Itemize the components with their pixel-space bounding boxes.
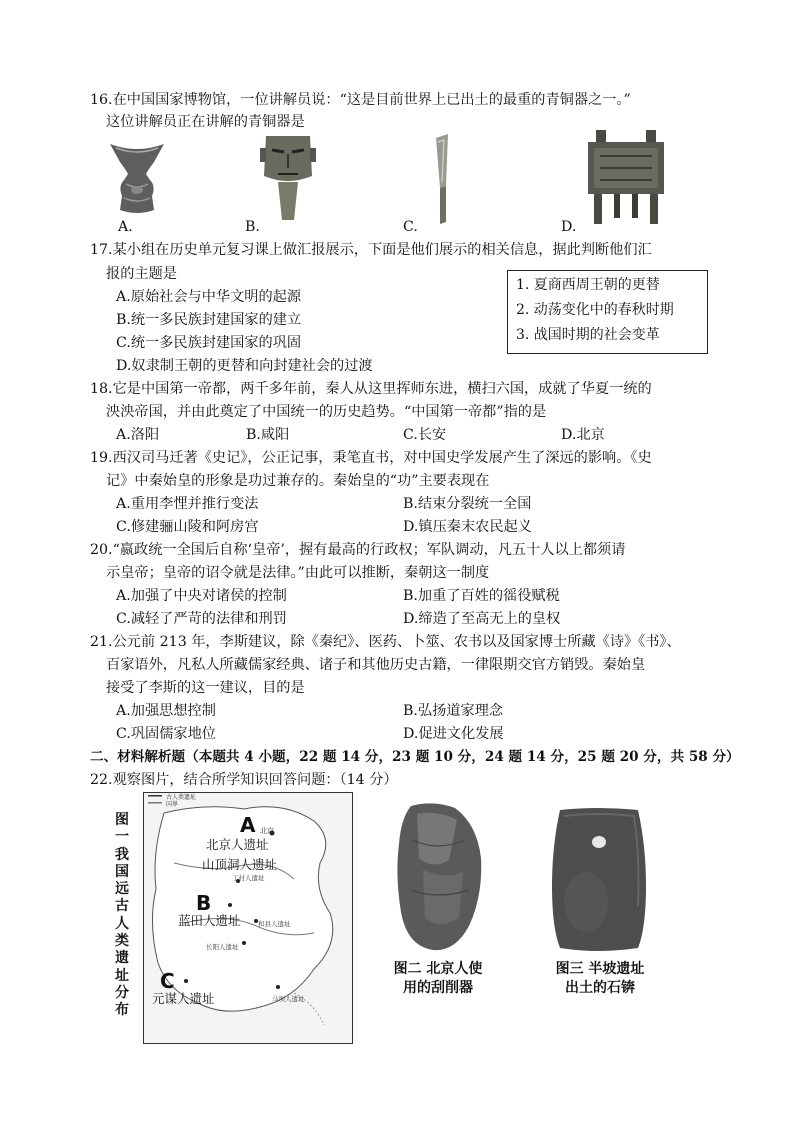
ancient-sites-map <box>143 792 353 1044</box>
bronze-zun-image <box>108 140 166 218</box>
q17-box-item-1: 1. 夏商西周王朝的更替 <box>516 277 660 293</box>
q16-option-c[interactable]: C. <box>403 219 418 235</box>
q18-stem-line2: 泱泱帝国，并由此奠定了中国统一的历史趋势。“中国第一帝都”指的是 <box>106 404 547 420</box>
q17-info-box <box>507 270 708 354</box>
q17-option-d[interactable]: D.奴隶制王朝的更替和向封建社会的过渡 <box>116 358 373 374</box>
bronze-head-image <box>258 132 318 224</box>
scraper-stone-image <box>393 800 485 956</box>
q19-option-c[interactable]: C.修建骊山陵和阿房宫 <box>116 519 259 535</box>
stone-adze-image <box>546 806 652 954</box>
map-label-site-b: 蓝田人遗址 <box>178 913 241 928</box>
map-label-hexian: 和县人遗址 <box>258 920 291 928</box>
q19-option-b[interactable]: B.结束分裂统一全国 <box>403 496 532 512</box>
q22-stem: 22.观察图片，结合所学知识回答问题：（14 分） <box>90 772 398 788</box>
section-2-heading: 二、材料解析题（本题共 4 小题，22 题 14 分，23 题 10 分，24 题 14 分，25 题 20 分，共 58 分） <box>90 749 740 765</box>
q21-option-b[interactable]: B.弘扬道家理念 <box>403 703 504 719</box>
q20-stem-line1: 20.“嬴政统一全国后自称‘皇帝’，握有最高的行政权；军队调动，凡五十人以上都须请 <box>90 542 626 558</box>
fig2-caption-line1: 图二 北京人使 <box>393 961 483 977</box>
q20-option-a[interactable]: A.加强了中央对诸侯的控制 <box>116 588 287 604</box>
q16-stem-line1: 16.在中国国家博物馆，一位讲解员说：“这是目前世界上已出土的最重的青铜器之一。” <box>90 92 631 108</box>
map-letter-a: A <box>240 813 256 837</box>
map-letter-c: C <box>160 969 175 993</box>
map-label-beijing: 北京 <box>260 827 274 835</box>
q20-stem-line2: 示皇帝；皇帝的诏令就是法律。”由此可以推断，秦朝这一制度 <box>106 565 490 581</box>
q18-option-a[interactable]: A.洛阳 <box>116 427 160 443</box>
q18-option-c[interactable]: C.长安 <box>403 427 447 443</box>
bronze-blade-image <box>428 132 456 226</box>
map-label-site-a2: 山顶洞人遗址 <box>202 857 278 872</box>
q17-box-item-2: 2. 动荡变化中的春秋时期 <box>516 302 674 318</box>
q19-option-d[interactable]: D.镇压秦末农民起义 <box>403 519 532 535</box>
fig3-caption-line2: 出土的石锛 <box>565 980 635 996</box>
fig1-caption: 图一 我国远古人类遗址分布 <box>115 812 129 1019</box>
fig2-caption-line2: 用的刮削器 <box>403 980 473 996</box>
q20-option-d[interactable]: D.缔造了至高无上的皇权 <box>403 611 561 627</box>
q17-option-a[interactable]: A.原始社会与中华文明的起源 <box>116 289 302 305</box>
q16-option-d[interactable]: D. <box>561 219 577 235</box>
q16-option-b[interactable]: B. <box>245 219 260 235</box>
q20-option-b[interactable]: B.加重了百姓的徭役赋税 <box>403 588 560 604</box>
q19-stem-line2: 记》中秦始皇的形象是功过兼存的。秦始皇的“功”主要表现在 <box>106 473 490 489</box>
map-label-changyang: 长阳人遗址 <box>206 943 239 951</box>
q21-stem-line1: 21.公元前 213 年，李斯建议，除《秦纪》、医药、卜筮、农书以及国家博士所藏《诗》《书》、 <box>90 634 681 650</box>
fig2-caption <box>378 960 498 998</box>
q18-stem-line1: 18.它是中国第一帝都，两千多年前，秦人从这里挥师东进，横扫六国，成就了华夏一统的 <box>90 381 652 397</box>
map-legend-border: 国界 <box>166 801 179 808</box>
q18-option-d[interactable]: D.北京 <box>561 427 605 443</box>
q21-option-a[interactable]: A.加强思想控制 <box>116 703 216 719</box>
q21-option-d[interactable]: D.促进文化发展 <box>403 726 504 742</box>
map-legend-sites: 古人类遗址 <box>166 794 197 801</box>
q19-option-a[interactable]: A.重用李悝并推行变法 <box>116 496 259 512</box>
q19-stem-line1: 19.西汉司马迁著《史记》，公正记事，秉笔直书，对中国史学发展产生了深远的影响。《史 <box>90 450 652 466</box>
map-label-maba: 马坝人遗址 <box>272 995 305 1003</box>
map-label-site-a1: 北京人遗址 <box>206 837 269 852</box>
q21-option-c[interactable]: C.巩固儒家地位 <box>116 726 216 742</box>
map-label-dingcun: 丁村人遗址 <box>232 874 265 882</box>
map-label-site-c: 元谋人遗址 <box>152 991 215 1006</box>
bronze-ding-image <box>586 128 666 226</box>
fig3-caption-line1: 图三 半坡遗址 <box>555 961 645 977</box>
q17-option-b[interactable]: B.统一多民族封建国家的建立 <box>116 312 302 328</box>
q21-stem-line3: 接受了李斯的这一建议，目的是 <box>106 680 305 696</box>
map-letter-b: B <box>196 891 212 915</box>
q16-option-a[interactable]: A. <box>118 219 133 235</box>
q17-option-c[interactable]: C.统一多民族封建国家的巩固 <box>116 335 302 351</box>
q16-stem-line2: 这位讲解员正在讲解的青铜器是 <box>106 114 305 130</box>
q21-stem-line2: 百家语外，凡私人所藏儒家经典、诸子和其他历史古籍，一律限期交官方销毁。秦始皇 <box>106 657 646 673</box>
q18-option-b[interactable]: B.咸阳 <box>246 427 290 443</box>
q20-option-c[interactable]: C.减轻了严苛的法律和刑罚 <box>116 611 287 627</box>
fig3-caption <box>538 960 662 998</box>
q17-stem-line1: 17.某小组在历史单元复习课上做汇报展示，下面是他们展示的相关信息，据此判断他们汇 <box>90 242 652 258</box>
q17-stem-line2: 报的主题是 <box>106 266 177 282</box>
q17-box-item-3: 3. 战国时期的社会变革 <box>516 327 660 343</box>
